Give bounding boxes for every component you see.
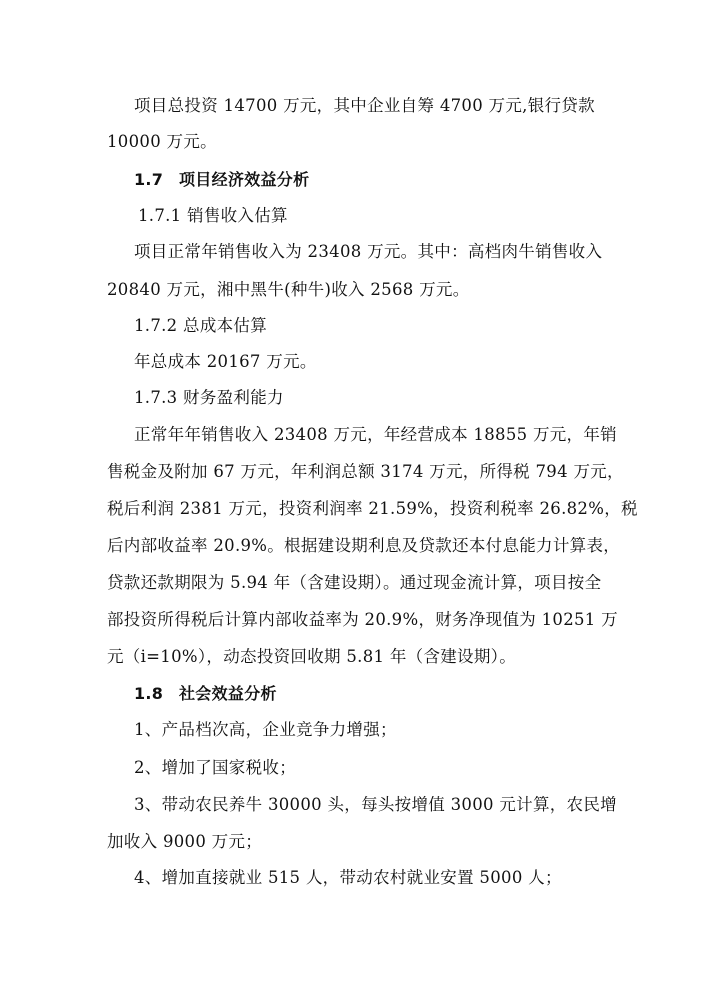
social-benefit-item: 3、带动农民养牛 30000 头，每头按增值 3000 元计算，农民增 <box>134 795 617 814</box>
profit-line: 税后利润 2381 万元，投资利润率 21.59%，投资利税率 26.82%，税 <box>107 499 638 518</box>
section-1-7-heading <box>134 170 309 190</box>
sales-line-2: 20840 万元，湘中黑牛(种牛)收入 2568 万元。 <box>107 280 470 299</box>
subsection-1-7-1-heading: 1.7.1 销售收入估算 <box>138 206 288 225</box>
profit-line: 正常年年销售收入 23408 万元，年经营成本 18855 万元，年销 <box>134 425 617 444</box>
social-benefit-item: 4、增加直接就业 515 人，带动农村就业安置 5000 人； <box>134 868 562 887</box>
profit-line: 贷款还款期限为 5.94 年（含建设期）。通过现金流计算，项目按全 <box>107 573 602 592</box>
social-benefit-item: 2、增加了国家税收； <box>134 758 296 777</box>
section-1-8-heading <box>134 684 277 704</box>
total-cost-line: 年总成本 20167 万元。 <box>134 352 317 371</box>
social-benefit-item-continuation: 加收入 9000 万元； <box>107 832 263 851</box>
subsection-1-7-2-heading: 1.7.2 总成本估算 <box>134 316 268 335</box>
section-1-8-number: 1.8 <box>134 684 164 703</box>
sales-line-1: 项目正常年销售收入为 23408 万元。其中：高档肉牛销售收入 <box>134 242 603 261</box>
investment-line-1: 项目总投资 14700 万元，其中企业自筹 4700 万元,银行贷款 <box>134 96 595 115</box>
profit-line: 后内部收益率 20.9%。根据建设期利息及贷款还本付息能力计算表， <box>107 536 621 555</box>
profit-line: 售税金及附加 67 万元，年利润总额 3174 万元，所得税 794 万元， <box>107 462 624 481</box>
section-1-7-title: 项目经济效益分析 <box>179 170 310 189</box>
section-1-8-title: 社会效益分析 <box>179 684 277 703</box>
subsection-1-7-3-heading: 1.7.3 财务盈利能力 <box>134 388 284 407</box>
investment-line-2: 10000 万元。 <box>107 132 217 151</box>
social-benefit-item: 1、产品档次高，企业竞争力增强； <box>134 720 397 739</box>
section-1-7-number: 1.7 <box>134 170 164 189</box>
profit-line: 部投资所得税后计算内部收益率为 20.9%，财务净现值为 10251 万 <box>107 610 618 629</box>
profit-line: 元（i=10%），动态投资回收期 5.81 年（含建设期）。 <box>107 647 517 666</box>
